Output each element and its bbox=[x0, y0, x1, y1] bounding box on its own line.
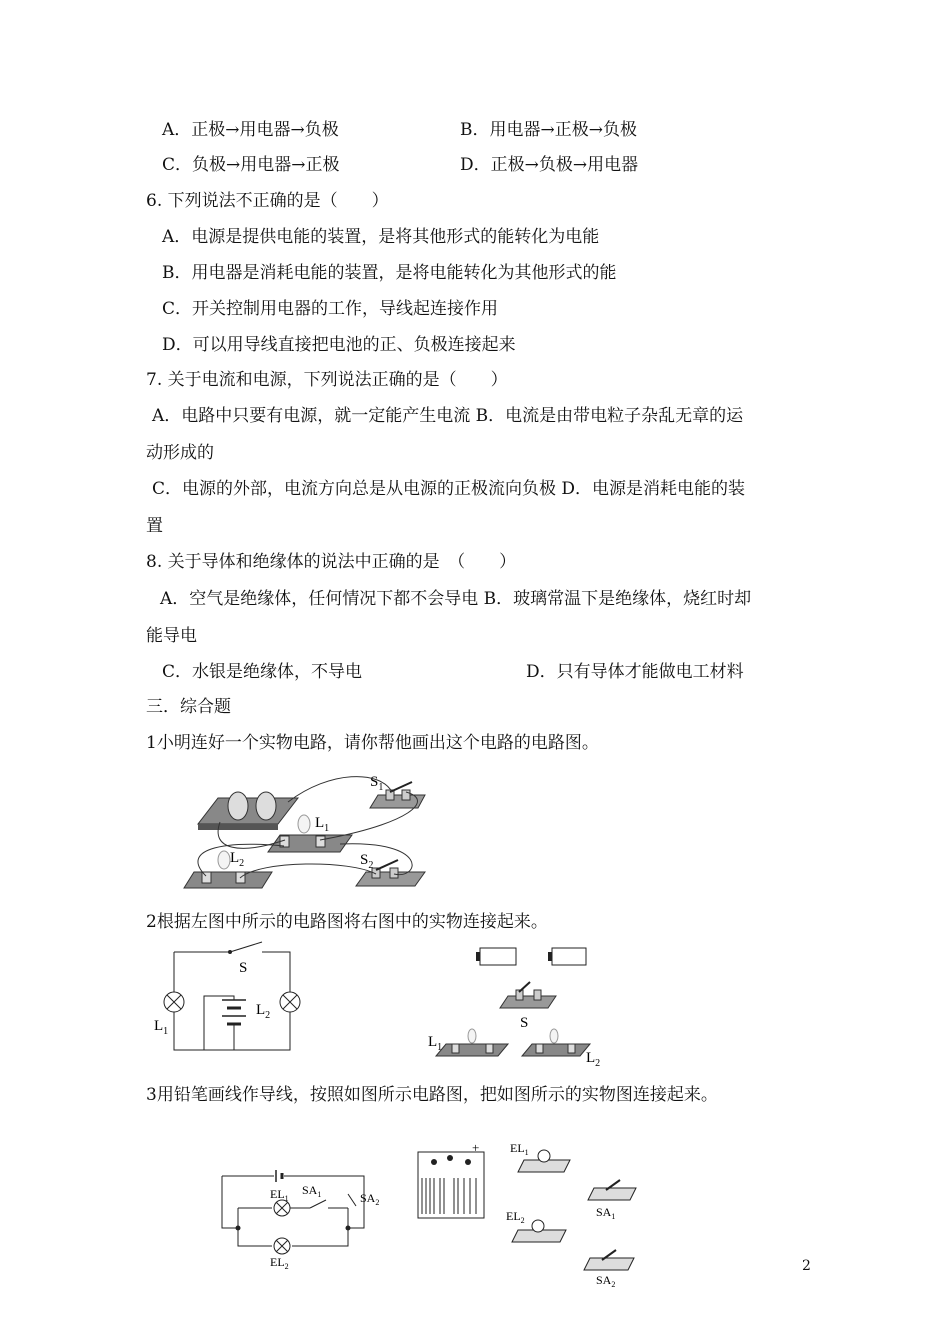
battery-terminal-2 bbox=[447, 1155, 453, 1161]
lamp-l2-base bbox=[522, 1044, 590, 1056]
lamp-l1-post-2 bbox=[486, 1044, 493, 1053]
q8-option-ab-cont: 能导电 bbox=[146, 626, 197, 646]
lamp-l1-post-1 bbox=[452, 1044, 459, 1053]
q6-option-d: D．可以用导线直接把电池的正、负极连接起来 bbox=[162, 335, 516, 355]
label-l2: $L_2$ bbox=[230, 850, 245, 869]
lamp-el1-bulb bbox=[538, 1150, 550, 1162]
q7-option-cd-cont: 置 bbox=[146, 516, 163, 536]
switch-s2-post-2 bbox=[390, 868, 398, 878]
q6-option-a: A．电源是提供电能的装置，是将其他形式的能转化为电能 bbox=[162, 227, 600, 247]
lamp-el2-cross bbox=[276, 1240, 288, 1252]
battery-1 bbox=[480, 948, 516, 965]
label-el2: $EL_2$ bbox=[270, 1255, 289, 1270]
switch-s1-post-2 bbox=[402, 790, 410, 800]
q6-option-b: B．用电器是消耗电能的装置，是将电能转化为其他形式的能 bbox=[162, 263, 617, 283]
battery-board-side bbox=[198, 824, 278, 830]
figure-circuit-diagram-2 bbox=[150, 938, 310, 1062]
label-s1: $S_1$ bbox=[370, 774, 384, 793]
wire-top-right bbox=[262, 952, 290, 992]
lamp-l2-post-1 bbox=[536, 1044, 543, 1053]
page-number: 2 bbox=[802, 1258, 811, 1274]
label-sa1: $SA_1$ bbox=[302, 1183, 322, 1199]
lamp-l1-post-2 bbox=[316, 836, 325, 847]
lamp-l1-base bbox=[436, 1044, 508, 1056]
lamp-el2-bulb bbox=[532, 1220, 544, 1232]
figure-physical-components-2 bbox=[426, 940, 616, 1066]
label-s: S bbox=[239, 960, 248, 976]
lamp-el1-cross bbox=[276, 1202, 288, 1214]
switch-sa1-base bbox=[588, 1188, 636, 1200]
label-s2: $S_2$ bbox=[360, 852, 374, 871]
switch-sa2-base bbox=[584, 1258, 634, 1270]
battery-2-terminal bbox=[548, 952, 552, 961]
label-r-el1: $EL_1$ bbox=[510, 1141, 529, 1157]
label-l2: $L_2$ bbox=[256, 1002, 271, 1021]
q8-stem: 8. 关于导体和绝缘体的说法中正确的是 （ ） bbox=[146, 552, 517, 572]
switch-base bbox=[500, 996, 556, 1008]
lamp-l2-post-2 bbox=[568, 1044, 575, 1053]
switch-s-pivot bbox=[228, 950, 232, 954]
q7-option-ab-cont: 动形成的 bbox=[146, 443, 214, 463]
q5-option-d: D．正极→负极→用电器 bbox=[460, 155, 639, 175]
switch-post-2 bbox=[534, 990, 541, 1000]
battery-cell-2 bbox=[256, 792, 276, 820]
battery-2 bbox=[552, 948, 586, 965]
switch-sa1-blade bbox=[310, 1200, 326, 1208]
q6-stem: 6. 下列说法不正确的是（ ） bbox=[146, 191, 389, 211]
switch-s-blade bbox=[230, 942, 262, 952]
figure-circuit-diagram-3 bbox=[214, 1158, 384, 1270]
lamp-l2-bulb bbox=[550, 1029, 558, 1043]
label-el1: $EL_1$ bbox=[270, 1187, 289, 1203]
problem3-text: 3用铅笔画线作导线，按照如图所示电路图，把如图所示的实物图连接起来。 bbox=[146, 1085, 718, 1105]
problem1-text: 1小明连好一个实物电路，请你帮他画出这个电路的电路图。 bbox=[146, 733, 599, 753]
q7-stem: 7. 关于电流和电源，下列说法正确的是（ ） bbox=[146, 370, 508, 390]
wire-top-right bbox=[284, 1176, 364, 1228]
wire-left bbox=[222, 1176, 238, 1228]
q8-option-c: C．水银是绝缘体，不导电 bbox=[162, 662, 363, 682]
lamp-l1-bulb bbox=[468, 1029, 476, 1043]
wire-bottom bbox=[174, 1012, 290, 1050]
problem2-text: 2根据左图中所示的电路图将右图中的实物连接起来。 bbox=[146, 912, 548, 932]
label-plus: + bbox=[472, 1140, 480, 1155]
q7-option-ab: A．电路中只要有电源，就一定能产生电流 B．电流是由带电粒子杂乱无章的运 bbox=[152, 406, 744, 426]
lamp-l2-cross bbox=[283, 995, 297, 1009]
switch-s1-base bbox=[370, 795, 425, 808]
battery-terminal-3 bbox=[465, 1159, 471, 1165]
label-r-el2: $EL_2$ bbox=[506, 1209, 525, 1225]
q5-option-a: A．正极→用电器→负极 bbox=[162, 120, 339, 140]
label-l1: $L_1$ bbox=[428, 1034, 443, 1053]
q6-option-c: C．开关控制用电器的工作，导线起连接作用 bbox=[162, 299, 499, 319]
label-s: S bbox=[520, 1015, 529, 1031]
section3-title: 三．综合题 bbox=[146, 697, 231, 717]
label-sa2: $SA_2$ bbox=[360, 1191, 380, 1207]
switch-sa2-blade bbox=[348, 1194, 356, 1206]
figure-physical-components-3 bbox=[414, 1138, 644, 1288]
q8-option-d: D．只有导体才能做电工材料 bbox=[526, 662, 744, 682]
battery-pack bbox=[418, 1152, 484, 1218]
battery-cell-1 bbox=[228, 792, 248, 820]
junction-left bbox=[236, 1226, 241, 1231]
figure-physical-circuit-1 bbox=[180, 760, 440, 895]
q7-option-cd: C．电源的外部，电流方向总是从电源的正极流向负极 D．电源是消耗电能的装 bbox=[152, 479, 746, 499]
lamp-l2-base bbox=[184, 872, 272, 888]
q8-option-ab: A．空气是绝缘体，任何情况下都不会导电 B．玻璃常温下是绝缘体，烧红时却 bbox=[160, 589, 752, 609]
lamp-l2-bulb bbox=[218, 851, 230, 869]
label-l1: $L_1$ bbox=[315, 815, 330, 834]
lamp-l1-cross bbox=[167, 995, 181, 1009]
label-l1: $L_1$ bbox=[154, 1018, 169, 1037]
battery-terminal-1 bbox=[431, 1159, 437, 1165]
label-r-sa2: $SA_2$ bbox=[596, 1273, 616, 1288]
wire-lower-left bbox=[238, 1208, 272, 1246]
lamp-l1-bulb bbox=[298, 815, 310, 833]
label-r-sa1: $SA_1$ bbox=[596, 1205, 616, 1221]
wire-lower-right bbox=[292, 1208, 348, 1246]
battery-1-terminal bbox=[476, 952, 480, 961]
label-l2: $L_2$ bbox=[586, 1050, 601, 1066]
switch-blade bbox=[519, 982, 530, 992]
q5-option-c: C．负极→用电器→正极 bbox=[162, 155, 340, 175]
q5-option-b: B．用电器→正极→负极 bbox=[460, 120, 637, 140]
junction-right bbox=[346, 1226, 351, 1231]
